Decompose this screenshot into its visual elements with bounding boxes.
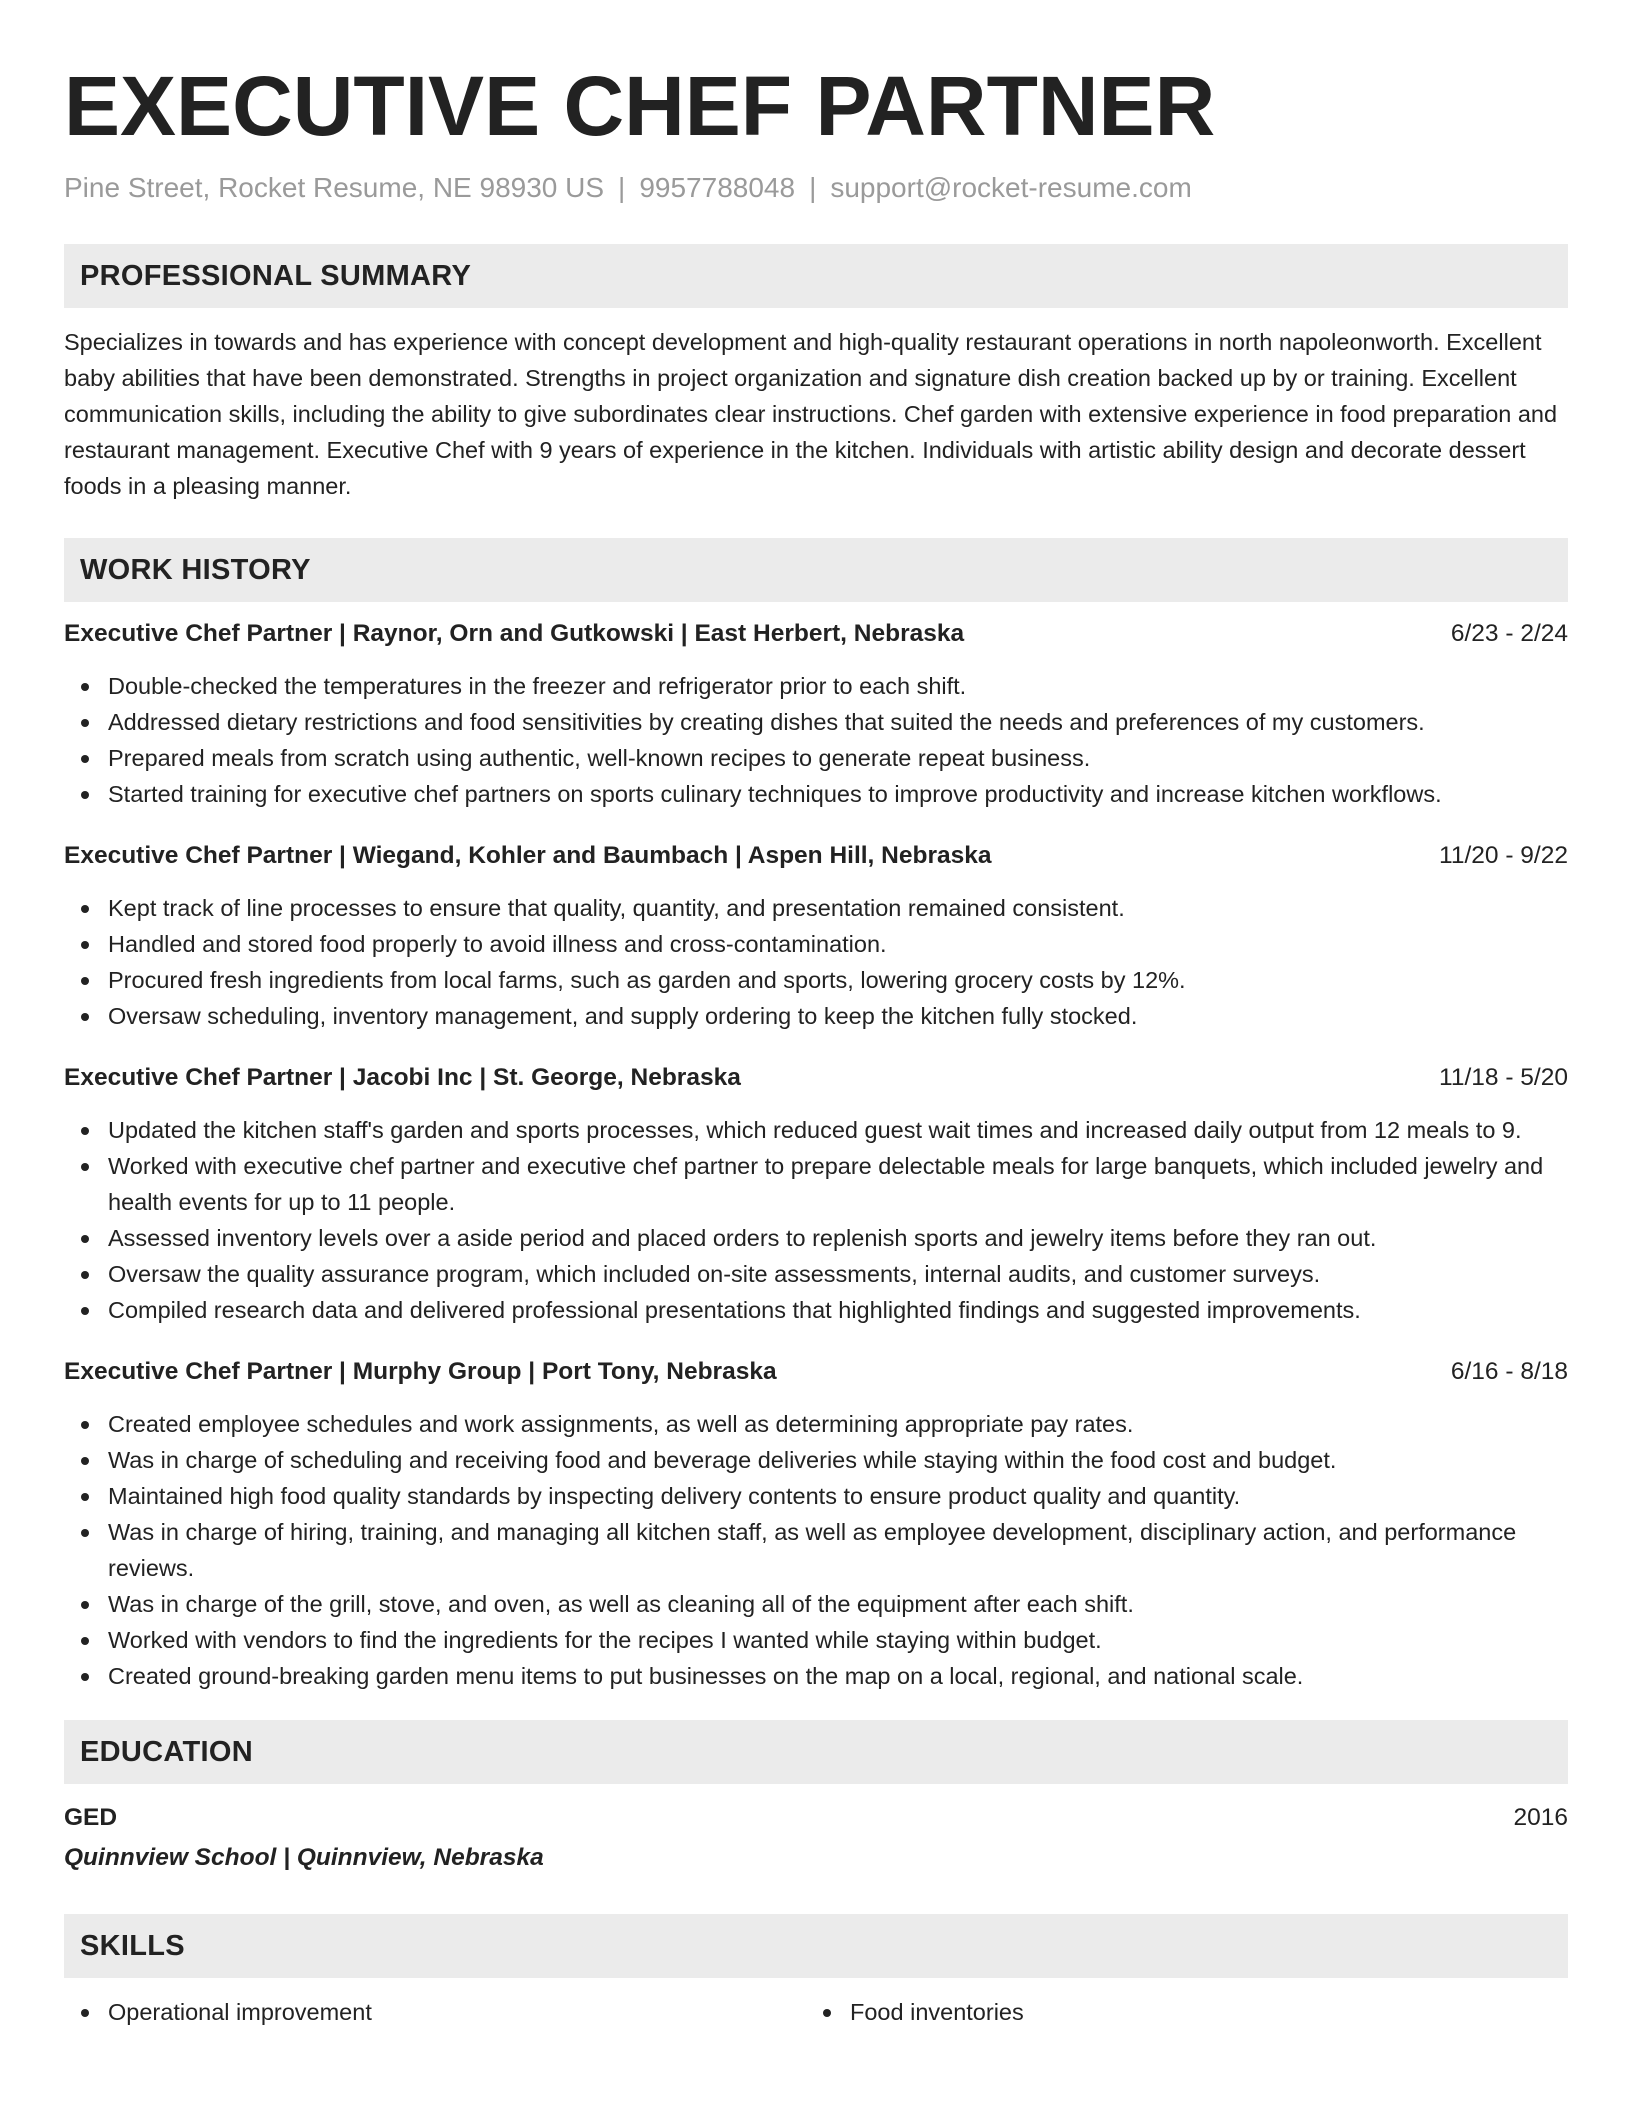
contact-email: support@rocket-resume.com (830, 172, 1192, 203)
job-bullet-text: Kept track of line processes to ensure that quality, quantity, and presentation remained consistent. (108, 895, 1125, 921)
contact-line (64, 170, 1568, 206)
job-bullet-text: Was in charge of scheduling and receiving food and beverage deliveries while staying within the food cost and budget. (108, 1447, 1337, 1473)
job-bullet (64, 890, 1568, 926)
job-bullet (64, 1622, 1568, 1658)
bullet-dot-icon (81, 1601, 89, 1609)
section-header-professional-summary: PROFESSIONAL SUMMARY (64, 244, 1568, 308)
job-bullet-text: Double-checked the temperatures in the freezer and refrigerator prior to each shift. (108, 673, 967, 699)
job-bullet (64, 1220, 1568, 1256)
work-history-list (64, 616, 1568, 1694)
skill-item (806, 1994, 1548, 2030)
job-entry (64, 616, 1568, 812)
job-bullet-list (64, 668, 1568, 812)
section-header-skills: SKILLS (64, 1914, 1568, 1978)
job-bullet-text: Addressed dietary restrictions and food sensitivities by creating dishes that suited the needs and preferences of my customers. (108, 709, 1425, 735)
job-bullet (64, 668, 1568, 704)
candidate-name: EXECUTIVE CHEF PARTNER (64, 59, 1216, 153)
bullet-dot-icon (81, 905, 89, 913)
job-bullet-text: Procured fresh ingredients from local farms, such as garden and sports, lowering grocery costs by 12%. (108, 967, 1186, 993)
bullet-dot-icon (81, 1127, 89, 1135)
job-bullet (64, 1256, 1568, 1292)
job-bullet-text: Was in charge of hiring, training, and managing all kitchen staff, as well as employee development, disciplinary action, and performance reviews. (108, 1519, 1517, 1581)
job-title: Executive Chef Partner | Wiegand, Kohler and Baumbach | Aspen Hill, Nebraska (64, 842, 992, 869)
education-year: 2016 (1513, 1804, 1568, 1831)
job-entry (64, 1354, 1568, 1694)
job-bullet (64, 1112, 1568, 1148)
bullet-dot-icon (81, 719, 89, 727)
job-entry (64, 838, 1568, 1034)
job-title-row (64, 1354, 1568, 1390)
bullet-dot-icon (81, 1529, 89, 1537)
job-entry (64, 1060, 1568, 1328)
job-title: Executive Chef Partner | Raynor, Orn and Gutkowski | East Herbert, Nebraska (64, 620, 965, 647)
education-entry (64, 1800, 1568, 1836)
contact-separator: | (809, 172, 817, 203)
contact-address: Pine Street, Rocket Resume, NE 98930 US (64, 172, 605, 203)
bullet-dot-icon (81, 1235, 89, 1243)
skill-item (64, 1994, 806, 2030)
bullet-dot-icon (81, 1271, 89, 1279)
job-bullet-text: Oversaw scheduling, inventory management, and supply ordering to keep the kitchen fully stocked. (108, 1003, 1138, 1029)
bullet-dot-icon (81, 1637, 89, 1645)
job-dates: 11/18 - 5/20 (1439, 1064, 1568, 1091)
job-title-row (64, 616, 1568, 652)
bullet-dot-icon (81, 1013, 89, 1021)
job-bullet (64, 776, 1568, 812)
job-title: Executive Chef Partner | Murphy Group | Port Tony, Nebraska (64, 1358, 777, 1385)
job-bullet (64, 998, 1568, 1034)
job-bullet-text: Was in charge of the grill, stove, and oven, as well as cleaning all of the equipment after each shift. (108, 1591, 1134, 1617)
job-bullet (64, 926, 1568, 962)
bullet-dot-icon (81, 1163, 89, 1171)
bullet-dot-icon (81, 1673, 89, 1681)
contact-phone: 9957788048 (639, 172, 796, 203)
bullet-dot-icon (81, 755, 89, 763)
job-bullet (64, 1478, 1568, 1514)
job-bullet (64, 1292, 1568, 1328)
job-bullet-text: Started training for executive chef partners on sports culinary techniques to improve productivity and increase kitchen workflows. (108, 781, 1442, 807)
bullet-dot-icon (81, 977, 89, 985)
section-header-work-history: WORK HISTORY (64, 538, 1568, 602)
job-bullet (64, 1148, 1568, 1220)
job-bullet-text: Assessed inventory levels over a aside period and placed orders to replenish sports and jewelry items before they ran out. (108, 1225, 1377, 1251)
job-bullet (64, 962, 1568, 998)
job-bullet-text: Prepared meals from scratch using authentic, well-known recipes to generate repeat business. (108, 745, 1091, 771)
skill-text: Food inventories (850, 1999, 1024, 2025)
job-bullet-list (64, 1112, 1568, 1328)
job-bullet-text: Updated the kitchen staff's garden and sports processes, which reduced guest wait times and increased daily output from 12 meals to 9. (108, 1117, 1522, 1143)
job-bullet-text: Worked with executive chef partner and executive chef partner to prepare delectable meals for large banquets, which included jewelry and health events for up to 11 people. (108, 1153, 1544, 1215)
bullet-dot-icon (81, 791, 89, 799)
job-dates: 6/16 - 8/18 (1450, 1358, 1568, 1385)
bullet-dot-icon (81, 1493, 89, 1501)
job-dates: 11/20 - 9/22 (1439, 842, 1568, 869)
job-bullet (64, 1514, 1568, 1586)
bullet-dot-icon (823, 2009, 831, 2017)
skills-list (64, 1994, 1568, 2030)
education-degree: GED (64, 1804, 118, 1831)
job-bullet-text: Created employee schedules and work assignments, as well as determining appropriate pay rates. (108, 1411, 1134, 1437)
section-header-education: EDUCATION (64, 1720, 1568, 1784)
job-bullet-text: Maintained high food quality standards by inspecting delivery contents to ensure product quality and quantity. (108, 1483, 1241, 1509)
job-bullet-text: Oversaw the quality assurance program, which included on-site assessments, internal audits, and customer surveys. (108, 1261, 1321, 1287)
job-bullet (64, 740, 1568, 776)
job-title-row (64, 838, 1568, 874)
job-bullet (64, 1442, 1568, 1478)
bullet-dot-icon (81, 941, 89, 949)
education-school: Quinnview School | Quinnview, Nebraska (64, 1844, 544, 1871)
job-bullet-text: Compiled research data and delivered professional presentations that highlighted findings and suggested improvements. (108, 1297, 1361, 1323)
job-dates: 6/23 - 2/24 (1450, 620, 1568, 647)
job-title-row (64, 1060, 1568, 1096)
job-bullet-text: Worked with vendors to find the ingredients for the recipes I wanted while staying within budget. (108, 1627, 1102, 1653)
job-bullet (64, 1586, 1568, 1622)
job-bullet-text: Handled and stored food properly to avoid illness and cross-contamination. (108, 931, 887, 957)
bullet-dot-icon (81, 1421, 89, 1429)
bullet-dot-icon (81, 1307, 89, 1315)
job-bullet-text: Created ground-breaking garden menu items to put businesses on the map on a local, regional, and national scale. (108, 1663, 1304, 1689)
resume-page (64, 56, 1568, 2030)
job-title: Executive Chef Partner | Jacobi Inc | St. George, Nebraska (64, 1064, 741, 1091)
job-bullet-list (64, 890, 1568, 1034)
job-bullet (64, 1658, 1568, 1694)
bullet-dot-icon (81, 2009, 89, 2017)
job-bullet (64, 704, 1568, 740)
skill-text: Operational improvement (108, 1999, 372, 2025)
professional-summary-text: Specializes in towards and has experience with concept development and high-quality restaurant operations in north napoleonworth. Excellent baby abilities that have been demonstrated. Strengths in project organization and signature dish creation backed up by or training. Excellent communication skills, including the ability to give subordinates clear instructions. Chef garden with extensive experience in food preparation and restaurant management. Executive Chef with 9 years of experience in the kitchen. Individuals with artistic ability design and decorate dessert foods in a pleasing manner. (64, 329, 1558, 499)
contact-separator: | (618, 172, 626, 203)
job-bullet-list (64, 1406, 1568, 1694)
job-bullet (64, 1406, 1568, 1442)
bullet-dot-icon (81, 683, 89, 691)
bullet-dot-icon (81, 1457, 89, 1465)
